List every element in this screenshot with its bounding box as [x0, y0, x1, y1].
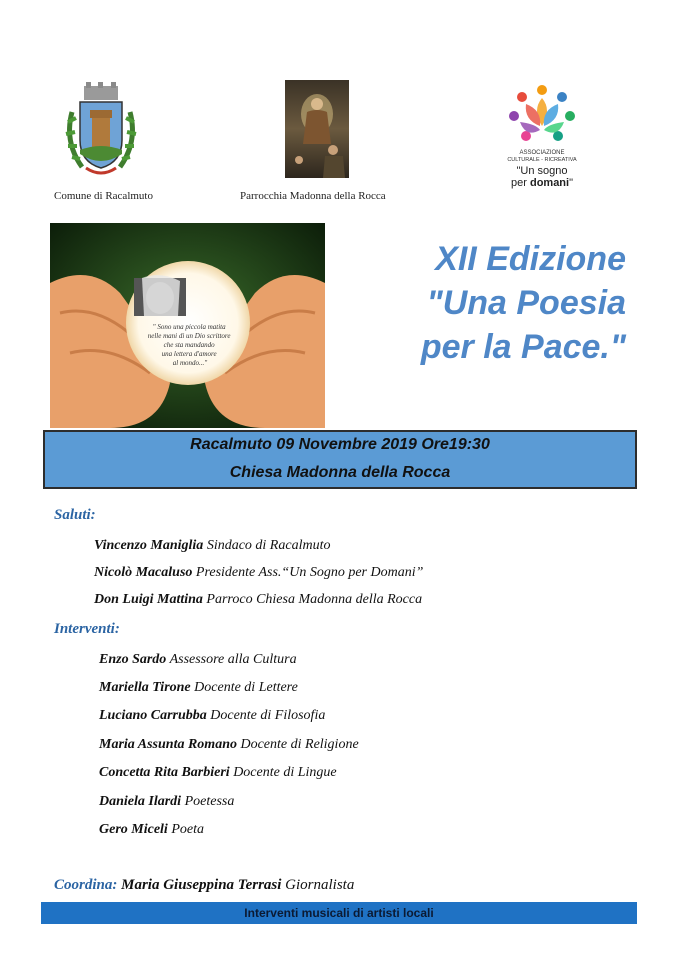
hero-quote-line-4: una lettera d'amore	[161, 350, 217, 358]
comune-caption: Comune di Racalmuto	[54, 190, 153, 202]
interventi-person: Enzo Sardo Assessore alla Cultura	[99, 652, 297, 667]
interventi-person: Luciano Carrubba Docente di Filosofia	[99, 708, 326, 723]
footer-music-bar: Interventi musicali di artisti locali	[41, 902, 637, 924]
interventi-person: Concetta Rita Barbieri Docente di Lingue	[99, 765, 337, 780]
coordina-name: Maria Giuseppina Terrasi	[121, 877, 282, 893]
parrocchia-painting-image	[285, 80, 349, 178]
interventi-person: Maria Assunta Romano Docente di Religione	[99, 737, 359, 752]
hero-hands-image	[50, 223, 325, 428]
title-line-1: XII Edizione	[435, 240, 626, 278]
hero-quote-line-3: che sta mandando	[163, 341, 215, 349]
assoc-line1: ASSOCIAZIONE	[519, 150, 565, 156]
saluti-label: Saluti:	[54, 507, 96, 523]
saluti-person: Don Luigi Mattina Parroco Chiesa Madonna della Rocca	[94, 592, 423, 607]
event-date-line: Racalmuto 09 Novembre 2019 Ore19:30	[190, 436, 490, 453]
title-line-2: "Una Poesia	[426, 284, 626, 322]
saluti-person: Vincenzo Maniglia Sindaco di Racalmuto	[94, 538, 331, 553]
interventi-label: Interventi:	[54, 621, 120, 637]
event-venue-line: Chiesa Madonna della Rocca	[229, 464, 451, 481]
interventi-person: Daniela Ilardi Poetessa	[99, 794, 235, 809]
parrocchia-caption: Parrocchia Madonna della Rocca	[240, 190, 386, 202]
title-line-3: per la Pace."	[420, 328, 626, 366]
coordina-label: Coordina:	[54, 877, 118, 893]
hero-quote-line-1: " Sono una piccola matita	[152, 323, 226, 331]
coordina-role: Giornalista	[285, 877, 355, 893]
comune-coat-of-arms-logo	[62, 82, 140, 180]
hero-quote-line-5: al mondo..."	[172, 359, 208, 367]
interventi-person: Gero Miceli Poeta	[99, 822, 204, 837]
assoc-line2: CULTURALE - RICREATIVA	[507, 157, 577, 163]
interventi-person: Mariella Tirone Docente di Lettere	[99, 680, 298, 695]
assoc-line3: "Un sogno	[516, 165, 568, 177]
associazione-logo	[496, 80, 588, 192]
saluti-person: Nicolò Macaluso Presidente Ass.“Un Sogno per Domani”	[94, 565, 424, 580]
event-title	[326, 237, 626, 369]
event-info-box	[43, 430, 637, 489]
assoc-line4: per domani"	[511, 177, 573, 189]
coordina-line	[54, 877, 354, 894]
hero-quote-line-2: nelle mani di un Dio scrittore	[147, 332, 231, 340]
